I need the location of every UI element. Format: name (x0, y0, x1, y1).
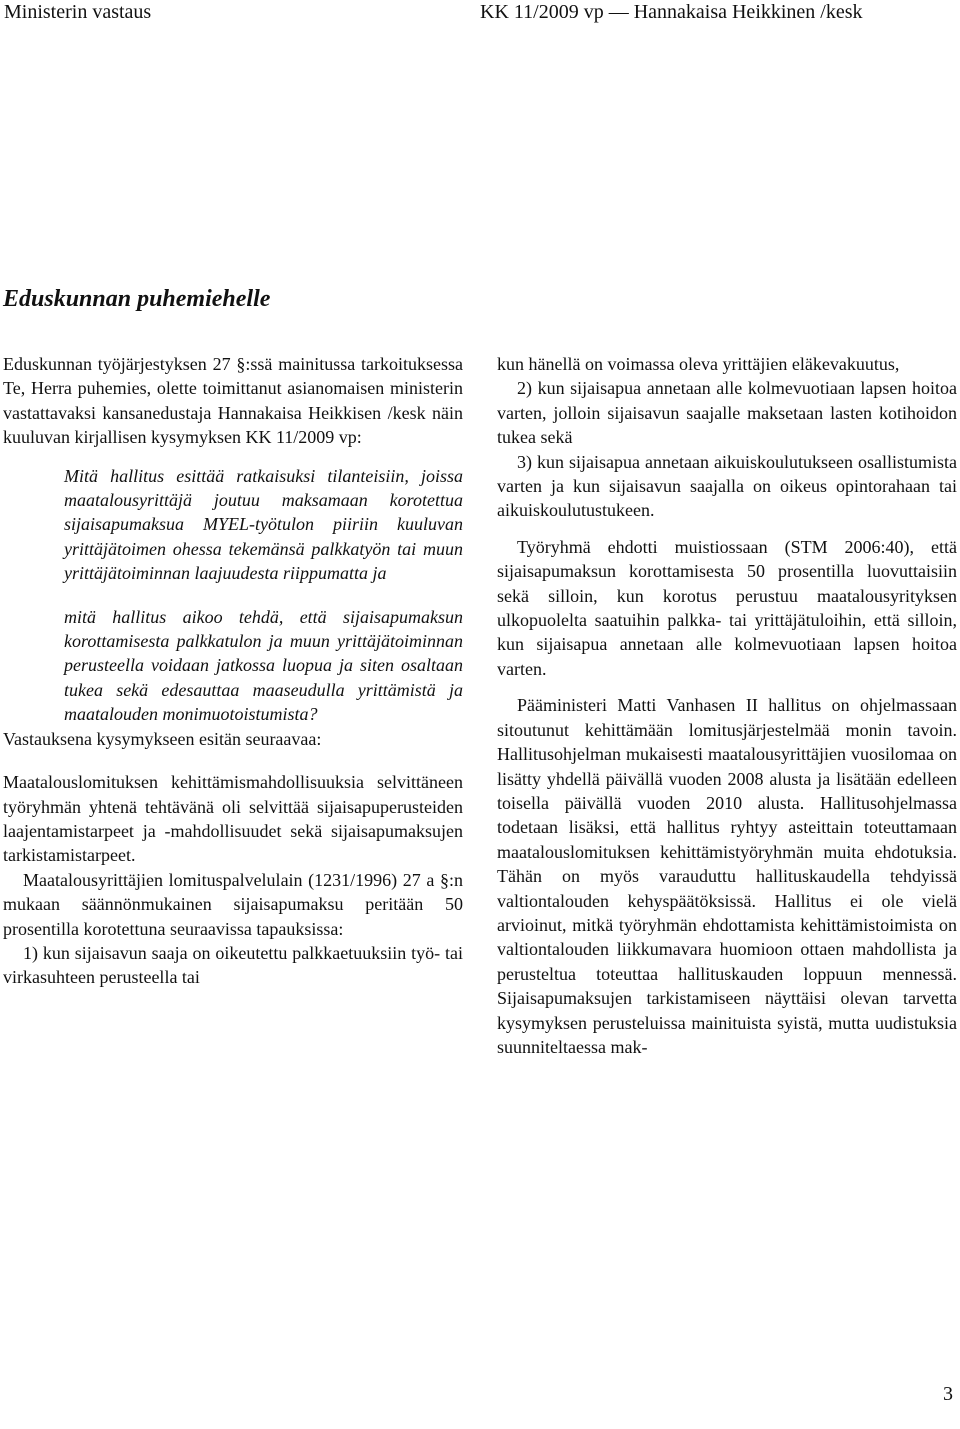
list-item-3: 3) kun sijaisapua annetaan aikuiskoulutukseen osallistumista varten ja kun sijaisavun saajalla on oikeus opintorahaan tai aikuiskoulutustukeen. (497, 451, 957, 521)
answer-intro: Vastauksena kysymykseen esitän seuraavaa: (3, 728, 322, 749)
greeting-heading: Eduskunnan puhemiehelle (3, 286, 271, 312)
list-item-2: 2) kun sijaisapua annetaan alle kolmevuotiaan lapsen hoitoa varten, jolloin sijaisavun saajalle maksetaan lasten kotihoidon tukea sekä (497, 378, 957, 448)
paragraph-3: Työryhmä ehdotti muistiossaan (STM 2006:40), että sijaisapumaksun korottamisesta 50 prosentilla luovuttaisiin sekä silloin, kun korotus perustuu maatalousyrityksen ulkopuolelta saatuihin palkka- tai yrittäjätuloihin, että silloin, kun sijaisapua annetaan alle kolmevuotiaan lapsen hoitoa varten. (497, 536, 957, 679)
intro-paragraph: Eduskunnan työjärjestyksen 27 §:ssä mainitussa tarkoituksessa Te, Herra puhemies, olette toimittanut asianomaisen ministerin vastattavaksi kansanedustaja Hannakaisa Heikkisen /kesk näin kuuluvan kirjallisen kysymyksen KK 11/2009 vp: (3, 354, 463, 448)
running-header-right: KK 11/2009 vp — Hannakaisa Heikkinen /kesk (480, 1, 863, 23)
continuation-text: kun hänellä on voimassa oleva yrittäjien eläkevakuutus, (497, 354, 900, 374)
left-column (3, 352, 463, 990)
list-item-1: 1) kun sijaisavun saaja on oikeutettu palkkaetuuksiin työ- tai virkasuhteen perusteella tai (3, 942, 463, 988)
page-number: 3 (943, 1383, 953, 1405)
paragraph-4: Pääministeri Matti Vanhasen II hallitus on ohjelmassaan sitoutunut kehittämään lomitusjärjestelmää monin tavoin. Hallitusohjelman mukaisesti maatalousyrittäjien vuosilomaa on lisätty yhdellä päivällä vuoden 2008 alusta ja lisätään edelleen toisella päivällä vuoden 2010 alusta. Hallitusohjelmassa todetaan lisäksi, että hallitus ryhtyy asteittain toteuttamaan maatalouslomituksen kehittämistyöryhmän muita ehdotuksia. Tähän on myös varauduttu hallituskaudella tehdyissä valtiontalouden kehyspäätöksissä. Hallitus ei ole vielä arvioinut, mitkä työryhmän ehdottamista kehittämistoimista on valtiontalouden liikkumavara huomioon ottaen mahdollista ja perusteltua toteuttaa hallituskauden loppuun mennessä. Sijaisapumaksujen tarkistamiseen näyttäisi olevan tarvetta kysymyksen perusteluissa mainituista syistä, mutta uudistuksia suunniteltaessa mak- (497, 695, 957, 1057)
question-1: Mitä hallitus esittää ratkaisuksi tilanteisiin, joissa maatalousyrittäjä joutuu maksamaan korotettua sijaisapumaksua MYEL-työtulon piiriin kuuluvan yrittäjätoimen ohessa tekemänsä palkkatyön tai muun yrittäjätoiminnan laajuudesta riippumatta ja (64, 465, 463, 584)
paragraph-1: Maatalouslomituksen kehittämismahdollisuuksia selvittäneen työryhmän yhtenä tehtävänä oli selvittää sijaisapuperusteiden laajentamistarpeet ja -mahdollisuudet sekä sijaisapumaksujen tarkistamistarpeet. (3, 772, 463, 866)
right-column (497, 352, 957, 1059)
paragraph-2: Maatalousyrittäjien lomituspalvelulain (1231/1996) 27 a §:n mukaan säännönmukainen sijaisapumaksu peritään 50 prosentilla korotettuna seuraavissa tapauksissa: (3, 869, 463, 939)
running-header-left: Ministerin vastaus (4, 1, 152, 23)
question-2: mitä hallitus aikoo tehdä, että sijaisapumaksun korottamisesta palkkatulon ja muun yrittäjätoiminnan perusteella voidaan jatkossa luopua ja siten osaltaan tukea sekä edesauttaa maaseudulla yrittämistä ja maatalouden monimuotoistumista? (64, 606, 463, 725)
